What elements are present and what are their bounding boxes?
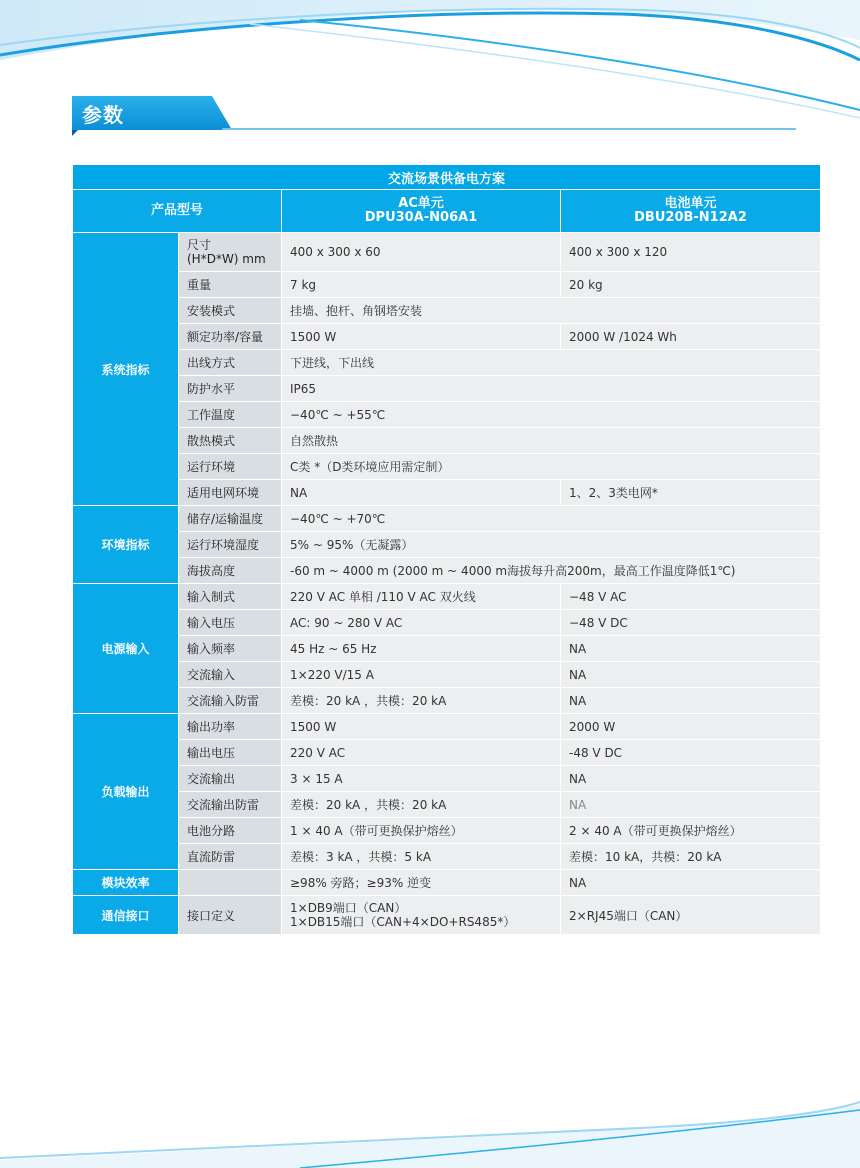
value-battery: 400 x 300 x 120 [561,233,821,272]
value-battery: −48 V AC [561,584,821,610]
value-battery: 20 kg [561,272,821,298]
value-battery: NA [561,662,821,688]
battery-unit-name: 电池单元 [664,196,717,211]
table-row [73,376,821,402]
param-label: 运行环境 [179,454,282,480]
value-battery: -48 V DC [561,740,821,766]
param-size-line2: (H*D*W) mm [187,252,266,266]
param-label: 重量 [179,272,282,298]
section-underline [222,128,796,130]
param-label: 额定功率/容量 [179,324,282,350]
value-ac: ≥98% 旁路；≥93% 逆变 [282,870,561,896]
value-battery: 1、2、3类电网* [561,480,821,506]
value-ac: 1500 W [282,324,561,350]
param-label-empty [179,870,282,896]
value-battery: NA [561,636,821,662]
table-row [73,298,821,324]
param-label: 储存/运输温度 [179,506,282,532]
table-row [73,272,821,298]
value-battery: −48 V DC [561,610,821,636]
param-label: 海拔高度 [179,558,282,584]
value-shared: 挂墙、抱杆、角钢塔安装 [282,298,821,324]
table-row [73,662,821,688]
value-ac: 1×220 V/15 A [282,662,561,688]
ac-unit-name: AC单元 [398,196,444,211]
table-row [73,233,821,272]
param-label: 输出电压 [179,740,282,766]
value-ac: 1500 W [282,714,561,740]
category-power-input: 电源输入 [73,584,179,714]
table-row [73,454,821,480]
value-shared: −40℃ ~ +55℃ [282,402,821,428]
value-battery: NA [561,766,821,792]
table-row [73,896,821,935]
category-environment: 环境指标 [73,506,179,584]
value-ac: 差模：20 kA ，共模：20 kA [282,792,561,818]
value-shared: 自然散热 [282,428,821,454]
value-battery: 2×RJ45端口（CAN） [561,896,821,935]
value-ac: 1 × 40 A（带可更换保护熔丝） [282,818,561,844]
table-row [73,428,821,454]
value-ac: 45 Hz ~ 65 Hz [282,636,561,662]
value-shared: IP65 [282,376,821,402]
ac-unit-header [282,190,561,233]
value-battery: 差模：10 kA，共模：20 kA [561,844,821,870]
param-size [179,233,282,272]
table-row [73,844,821,870]
value-battery: NA [561,792,821,818]
table-row [73,688,821,714]
category-communication: 通信接口 [73,896,179,935]
value-shared: 5% ~ 95%（无凝露） [282,532,821,558]
value-ac: AC: 90 ~ 280 V AC [282,610,561,636]
param-label: 交流输出 [179,766,282,792]
param-size-line1: 尺寸 [187,238,212,252]
category-system: 系统指标 [73,233,179,506]
value-ac-line1: 1×DB9端口（CAN） [290,901,407,915]
value-shared: 下进线，下出线 [282,350,821,376]
section-header [72,96,796,140]
table-row [73,402,821,428]
param-label: 交流输出防雷 [179,792,282,818]
value-shared: -60 m ~ 4000 m (2000 m ~ 4000 m海拔每升高200m，最高工作温度降低1℃) [282,558,821,584]
table-row [73,558,821,584]
section-title: 参数 [82,103,124,127]
param-label: 安装模式 [179,298,282,324]
bottom-wave-decoration [0,1090,860,1168]
param-label: 输入制式 [179,584,282,610]
param-label: 防护水平 [179,376,282,402]
value-battery: 2000 W [561,714,821,740]
param-label: 输入频率 [179,636,282,662]
value-ac: 差模：20 kA ，共模：20 kA [282,688,561,714]
param-label: 工作温度 [179,402,282,428]
section-tab-corner [72,130,78,136]
table-row [73,714,821,740]
table-row [73,350,821,376]
table-row [73,610,821,636]
value-battery: NA [561,688,821,714]
param-label: 电池分路 [179,818,282,844]
value-shared: −40℃ ~ +70℃ [282,506,821,532]
table-row [73,532,821,558]
spec-table [72,164,821,935]
param-label: 交流输入防雷 [179,688,282,714]
battery-unit-model: DBU20B-N12A2 [634,210,747,225]
value-shared: C类 *（D类环境应用需定制） [282,454,821,480]
table-row [73,870,821,896]
param-label: 运行环境湿度 [179,532,282,558]
param-label: 交流输入 [179,662,282,688]
table-row [73,584,821,610]
ac-unit-model: DPU30A-N06A1 [364,210,478,225]
value-ac: 3 × 15 A [282,766,561,792]
table-row [73,506,821,532]
param-label: 散热模式 [179,428,282,454]
table-row [73,480,821,506]
value-ac [282,896,561,935]
param-label: 出线方式 [179,350,282,376]
category-efficiency: 模块效率 [73,870,179,896]
table-row [73,740,821,766]
value-ac: 220 V AC [282,740,561,766]
param-label: 适用电网环境 [179,480,282,506]
table-row [73,324,821,350]
value-ac: 7 kg [282,272,561,298]
param-label: 输入电压 [179,610,282,636]
param-label: 输出功率 [179,714,282,740]
table-row [73,792,821,818]
model-label: 产品型号 [73,190,282,233]
param-label: 接口定义 [179,896,282,935]
value-ac: 差模：3 kA ，共模：5 kA [282,844,561,870]
table-row [73,636,821,662]
table-row [73,818,821,844]
category-load-output: 负载输出 [73,714,179,870]
table-row [73,766,821,792]
value-battery: 2 × 40 A（带可更换保护熔丝） [561,818,821,844]
value-ac-line2: 1×DB15端口（CAN+4×DO+RS485*） [290,915,516,929]
value-ac: NA [282,480,561,506]
value-ac: 220 V AC 单相 /110 V AC 双火线 [282,584,561,610]
value-ac: 400 x 300 x 60 [282,233,561,272]
value-battery: 2000 W /1024 Wh [561,324,821,350]
battery-unit-header [561,190,821,233]
param-label: 直流防雷 [179,844,282,870]
value-battery: NA [561,870,821,896]
table-title: 交流场景供备电方案 [73,165,821,190]
